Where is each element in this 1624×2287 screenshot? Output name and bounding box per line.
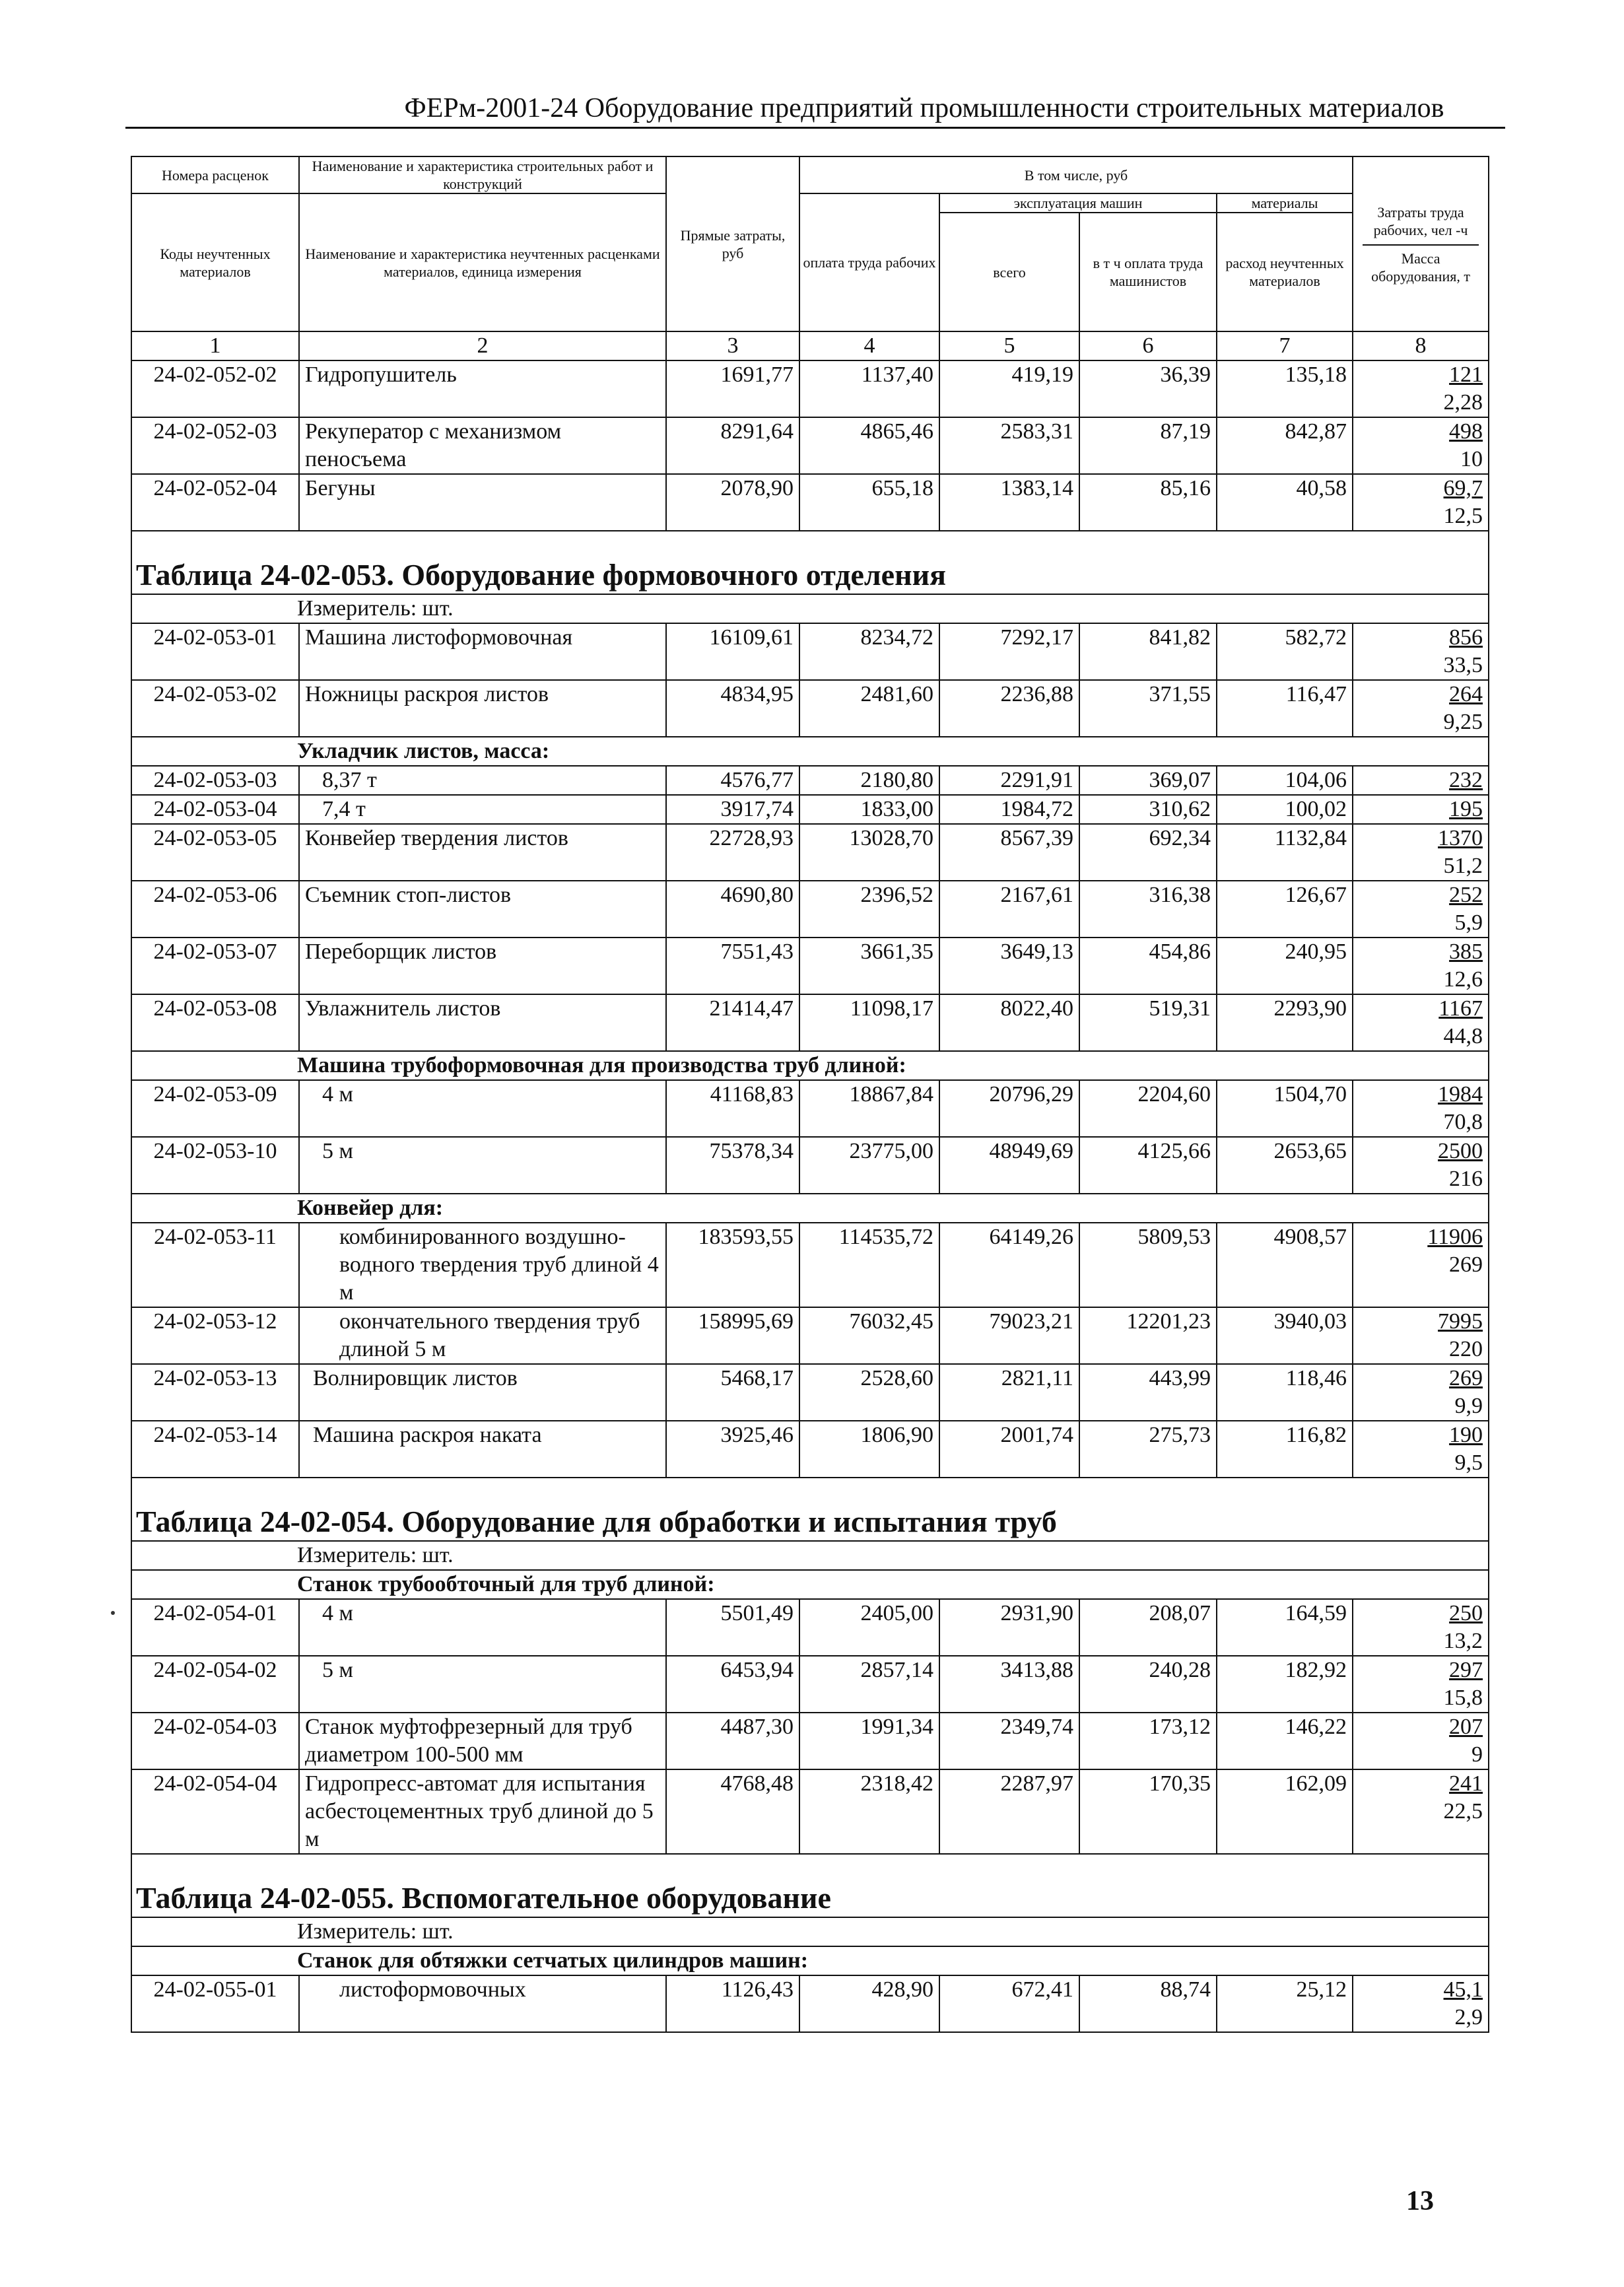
labor-hours: 232 [1449, 768, 1483, 792]
col-header-labor-bottom: Масса оборудования, т [1371, 250, 1470, 285]
equipment-mass: 70,8 [1443, 1110, 1483, 1134]
rate-code: 24-02-053-14 [131, 1421, 299, 1478]
table-title: Таблица 24-02-054. Оборудование для обработки и испытания труб [131, 1478, 1489, 1541]
materials-cost: 1504,70 [1217, 1080, 1353, 1137]
page-number: 13 [1406, 2186, 1434, 2216]
labor-mass-cell [1353, 1080, 1489, 1137]
machine-total: 2167,61 [939, 881, 1079, 938]
table-row [131, 881, 1489, 938]
table-row [131, 474, 1489, 531]
table-row [131, 1080, 1489, 1137]
machine-total: 79023,21 [939, 1307, 1079, 1364]
machine-total: 2583,31 [939, 417, 1079, 474]
table-title-row [131, 1854, 1489, 1917]
rate-name: 4 м [299, 1080, 666, 1137]
labor-pay: 1806,90 [799, 1421, 939, 1478]
machine-labor-pay: 443,99 [1079, 1364, 1217, 1421]
labor-pay: 2481,60 [799, 680, 939, 737]
rate-name: Станок муфтофрезерный для труб диаметром 100-500 мм [299, 1713, 666, 1769]
machine-labor-pay: 85,16 [1079, 474, 1217, 531]
direct-cost: 183593,55 [666, 1223, 799, 1307]
rate-name: комбинированного воздушно-водного твердения труб длиной 4 м [299, 1223, 666, 1307]
direct-cost: 4576,77 [666, 766, 799, 795]
table-row [131, 417, 1489, 474]
equipment-mass: 216 [1449, 1167, 1483, 1191]
rate-code: 24-02-053-03 [131, 766, 299, 795]
machine-labor-pay: 87,19 [1079, 417, 1217, 474]
machine-labor-pay: 4125,66 [1079, 1137, 1217, 1194]
labor-pay: 2180,80 [799, 766, 939, 795]
rate-name: Увлажнитель листов [299, 994, 666, 1051]
equipment-mass: 13,2 [1443, 1629, 1483, 1653]
col-header-labor [1353, 156, 1489, 331]
subheading-row [131, 1570, 1489, 1599]
rate-name: Конвейер твердения листов [299, 824, 666, 881]
rate-code: 24-02-053-01 [131, 623, 299, 680]
machine-labor-pay: 454,86 [1079, 938, 1217, 994]
equipment-mass: 22,5 [1443, 1799, 1483, 1824]
equipment-mass: 12,6 [1443, 967, 1483, 992]
materials-cost: 116,47 [1217, 680, 1353, 737]
table-row [131, 1599, 1489, 1656]
labor-mass-cell [1353, 474, 1489, 531]
machine-total: 3413,88 [939, 1656, 1079, 1713]
col-number: 6 [1079, 331, 1217, 360]
machine-labor-pay: 240,28 [1079, 1656, 1217, 1713]
col-number: 2 [299, 331, 666, 360]
table-row [131, 1656, 1489, 1713]
machine-labor-pay: 173,12 [1079, 1713, 1217, 1769]
labor-mass-cell [1353, 766, 1489, 795]
labor-pay: 76032,45 [799, 1307, 939, 1364]
equipment-mass: 2,28 [1443, 390, 1483, 415]
rate-code: 24-02-053-02 [131, 680, 299, 737]
subheading-row [131, 737, 1489, 766]
machine-total: 3649,13 [939, 938, 1079, 994]
rate-code: 24-02-053-09 [131, 1080, 299, 1137]
equipment-mass: 220 [1449, 1337, 1483, 1361]
col-header-name-bottom: Наименование и характеристика неучтенных расценками материалов, единица измерения [299, 193, 666, 331]
machine-total: 2349,74 [939, 1713, 1079, 1769]
labor-mass-cell [1353, 795, 1489, 824]
rate-name: Переборщик листов [299, 938, 666, 994]
machine-total: 48949,69 [939, 1137, 1079, 1194]
rate-name: 8,37 т [299, 766, 666, 795]
labor-pay: 13028,70 [799, 824, 939, 881]
labor-mass-cell [1353, 1223, 1489, 1307]
table-title: Таблица 24-02-055. Вспомогательное оборудование [131, 1854, 1489, 1917]
table-row [131, 795, 1489, 824]
labor-pay: 4865,46 [799, 417, 939, 474]
labor-hours: 121 [1449, 362, 1483, 387]
rate-name: 5 м [299, 1656, 666, 1713]
rate-code: 24-02-054-01 [131, 1599, 299, 1656]
machine-labor-pay: 275,73 [1079, 1421, 1217, 1478]
labor-mass-cell [1353, 1769, 1489, 1854]
labor-mass-cell [1353, 1656, 1489, 1713]
labor-hours: 250 [1449, 1601, 1483, 1625]
rate-code: 24-02-052-03 [131, 417, 299, 474]
equipment-mass: 9,9 [1454, 1394, 1483, 1418]
table-row [131, 938, 1489, 994]
direct-cost: 21414,47 [666, 994, 799, 1051]
labor-mass-cell [1353, 824, 1489, 881]
labor-hours: 252 [1449, 883, 1483, 907]
materials-cost: 4908,57 [1217, 1223, 1353, 1307]
materials-cost: 1132,84 [1217, 824, 1353, 881]
col-number: 5 [939, 331, 1079, 360]
rate-name: Гидропушитель [299, 360, 666, 417]
labor-hours: 856 [1449, 625, 1483, 650]
equipment-mass: 10 [1460, 447, 1483, 471]
table-row [131, 1223, 1489, 1307]
machine-total: 64149,26 [939, 1223, 1079, 1307]
direct-cost: 158995,69 [666, 1307, 799, 1364]
equipment-mass: 15,8 [1443, 1686, 1483, 1710]
col-header-materials-group: материалы [1217, 193, 1353, 213]
labor-pay: 1991,34 [799, 1713, 939, 1769]
subheading-row [131, 1946, 1489, 1975]
materials-cost: 240,95 [1217, 938, 1353, 994]
subheading: Укладчик листов, масса: [131, 737, 1489, 766]
labor-mass-cell [1353, 1599, 1489, 1656]
direct-cost: 41168,83 [666, 1080, 799, 1137]
direct-cost: 1126,43 [666, 1975, 799, 2032]
labor-mass-cell [1353, 1364, 1489, 1421]
table-title-row [131, 1478, 1489, 1541]
rate-code: 24-02-053-12 [131, 1307, 299, 1364]
machine-total: 2291,91 [939, 766, 1079, 795]
direct-cost: 4690,80 [666, 881, 799, 938]
machine-total: 1383,14 [939, 474, 1079, 531]
labor-hours: 498 [1449, 419, 1483, 444]
materials-cost: 2653,65 [1217, 1137, 1353, 1194]
machine-labor-pay: 841,82 [1079, 623, 1217, 680]
rate-name: 4 м [299, 1599, 666, 1656]
col-header-direct: Прямые затраты, руб [666, 156, 799, 331]
rate-name: 7,4 т [299, 795, 666, 824]
table-row [131, 1364, 1489, 1421]
labor-hours: 297 [1449, 1658, 1483, 1682]
materials-cost: 126,67 [1217, 881, 1353, 938]
table-row [131, 766, 1489, 795]
rate-code: 24-02-053-10 [131, 1137, 299, 1194]
col-header-incl: В том числе, руб [799, 156, 1353, 193]
table-row [131, 1307, 1489, 1364]
labor-hours: 190 [1449, 1423, 1483, 1447]
direct-cost: 3917,74 [666, 795, 799, 824]
equipment-mass: 269 [1449, 1252, 1483, 1277]
labor-hours: 11906 [1427, 1225, 1483, 1249]
machine-total: 2821,11 [939, 1364, 1079, 1421]
equipment-mass: 12,5 [1443, 504, 1483, 528]
rate-name: Волнировщик листов [299, 1364, 666, 1421]
unit-label: Измеритель: шт. [131, 594, 1489, 623]
materials-cost: 118,46 [1217, 1364, 1353, 1421]
labor-hours: 264 [1449, 682, 1483, 706]
direct-cost: 4768,48 [666, 1769, 799, 1854]
labor-mass-cell [1353, 417, 1489, 474]
materials-cost: 842,87 [1217, 417, 1353, 474]
direct-cost: 2078,90 [666, 474, 799, 531]
materials-cost: 104,06 [1217, 766, 1353, 795]
rate-code: 24-02-055-01 [131, 1975, 299, 2032]
col-number: 3 [666, 331, 799, 360]
machine-labor-pay: 519,31 [1079, 994, 1217, 1051]
machine-total: 8022,40 [939, 994, 1079, 1051]
labor-hours: 2500 [1438, 1139, 1483, 1163]
rate-name: 5 м [299, 1137, 666, 1194]
machine-total: 2001,74 [939, 1421, 1079, 1478]
rate-code: 24-02-053-05 [131, 824, 299, 881]
labor-pay: 8234,72 [799, 623, 939, 680]
rate-name: окончательного твердения труб длиной 5 м [299, 1307, 666, 1364]
col-header-machine-labor: в т ч оплата труда машинистов [1079, 213, 1217, 331]
labor-hours: 195 [1449, 797, 1483, 821]
machine-labor-pay: 369,07 [1079, 766, 1217, 795]
labor-hours: 7995 [1438, 1309, 1483, 1334]
rate-code: 24-02-053-06 [131, 881, 299, 938]
rate-name: Гидропресс-автомат для испытания асбестоцементных труб длиной до 5 м [299, 1769, 666, 1854]
machine-labor-pay: 36,39 [1079, 360, 1217, 417]
subheading: Машина трубоформовочная для производства труб длиной: [131, 1051, 1489, 1080]
machine-total: 7292,17 [939, 623, 1079, 680]
labor-mass-cell [1353, 1975, 1489, 2032]
subheading-row [131, 1051, 1489, 1080]
machine-labor-pay: 208,07 [1079, 1599, 1217, 1656]
rate-code: 24-02-053-07 [131, 938, 299, 994]
rate-code: 24-02-054-04 [131, 1769, 299, 1854]
labor-hours: 69,7 [1443, 476, 1483, 500]
machine-labor-pay: 12201,23 [1079, 1307, 1217, 1364]
equipment-mass: 9,5 [1454, 1451, 1483, 1475]
labor-pay: 2528,60 [799, 1364, 939, 1421]
col-number: 7 [1217, 331, 1353, 360]
rate-code: 24-02-053-11 [131, 1223, 299, 1307]
direct-cost: 75378,34 [666, 1137, 799, 1194]
rate-code: 24-02-053-13 [131, 1364, 299, 1421]
direct-cost: 1691,77 [666, 360, 799, 417]
labor-pay: 2857,14 [799, 1656, 939, 1713]
subheading: Станок для обтяжки сетчатых цилиндров машин: [131, 1946, 1489, 1975]
machine-total: 1984,72 [939, 795, 1079, 824]
unit-label: Измеритель: шт. [131, 1917, 1489, 1946]
machine-total: 672,41 [939, 1975, 1079, 2032]
materials-cost: 146,22 [1217, 1713, 1353, 1769]
direct-cost: 8291,64 [666, 417, 799, 474]
labor-pay: 23775,00 [799, 1137, 939, 1194]
direct-cost: 3925,46 [666, 1421, 799, 1478]
labor-pay: 3661,35 [799, 938, 939, 994]
col-header-materials-cost: расход неучтенных материалов [1217, 213, 1353, 331]
unit-row [131, 1917, 1489, 1946]
materials-cost: 164,59 [1217, 1599, 1353, 1656]
col-header-labor-pay: оплата труда рабочих [799, 193, 939, 331]
machine-total: 8567,39 [939, 824, 1079, 881]
labor-mass-cell [1353, 881, 1489, 938]
direct-cost: 4834,95 [666, 680, 799, 737]
table-row [131, 1137, 1489, 1194]
direct-cost: 4487,30 [666, 1713, 799, 1769]
equipment-mass: 2,9 [1454, 2005, 1483, 2030]
table-row [131, 994, 1489, 1051]
subheading: Конвейер для: [131, 1194, 1489, 1223]
labor-mass-cell [1353, 623, 1489, 680]
table-row [131, 1713, 1489, 1769]
direct-cost: 5501,49 [666, 1599, 799, 1656]
machine-labor-pay: 310,62 [1079, 795, 1217, 824]
rate-name: Машина раскроя наката [299, 1421, 666, 1478]
labor-mass-cell [1353, 938, 1489, 994]
labor-mass-cell [1353, 1713, 1489, 1769]
labor-pay: 428,90 [799, 1975, 939, 2032]
labor-hours: 207 [1449, 1715, 1483, 1739]
labor-pay: 1833,00 [799, 795, 939, 824]
col-header-name-top: Наименование и характеристика строительных работ и конструкций [299, 156, 666, 193]
machine-labor-pay: 692,34 [1079, 824, 1217, 881]
col-header-machine-total: всего [939, 213, 1079, 331]
unit-row [131, 1541, 1489, 1570]
materials-cost: 25,12 [1217, 1975, 1353, 2032]
col-header-machine-group: эксплуатация машин [939, 193, 1217, 213]
rate-name: Рекуператор с механизмом пеносъема [299, 417, 666, 474]
col-number: 8 [1353, 331, 1489, 360]
machine-total: 2287,97 [939, 1769, 1079, 1854]
labor-hours: 385 [1449, 939, 1483, 964]
labor-mass-cell [1353, 360, 1489, 417]
labor-mass-cell [1353, 1307, 1489, 1364]
labor-pay: 2405,00 [799, 1599, 939, 1656]
equipment-mass: 33,5 [1443, 653, 1483, 677]
rate-name: Бегуны [299, 474, 666, 531]
labor-hours: 45,1 [1443, 1977, 1483, 2002]
labor-hours: 1167 [1438, 996, 1483, 1021]
equipment-mass: 9,25 [1443, 710, 1483, 734]
table-row [131, 1769, 1489, 1854]
machine-labor-pay: 5809,53 [1079, 1223, 1217, 1307]
labor-pay: 1137,40 [799, 360, 939, 417]
materials-cost: 40,58 [1217, 474, 1353, 531]
labor-hours: 1984 [1438, 1082, 1483, 1107]
rate-code: 24-02-053-04 [131, 795, 299, 824]
machine-total: 2236,88 [939, 680, 1079, 737]
rate-code: 24-02-054-03 [131, 1713, 299, 1769]
equipment-mass: 5,9 [1454, 910, 1483, 935]
labor-mass-cell [1353, 1421, 1489, 1478]
unit-row [131, 594, 1489, 623]
rate-name: Съемник стоп-листов [299, 881, 666, 938]
labor-hours: 1370 [1438, 826, 1483, 850]
materials-cost: 2293,90 [1217, 994, 1353, 1051]
labor-pay: 11098,17 [799, 994, 939, 1051]
machine-total: 20796,29 [939, 1080, 1079, 1137]
materials-cost: 135,18 [1217, 360, 1353, 417]
table-title-row [131, 531, 1489, 594]
direct-cost: 16109,61 [666, 623, 799, 680]
table-row [131, 824, 1489, 881]
direct-cost: 6453,94 [666, 1656, 799, 1713]
table-row [131, 680, 1489, 737]
equipment-mass: 44,8 [1443, 1024, 1483, 1048]
machine-labor-pay: 371,55 [1079, 680, 1217, 737]
labor-pay: 114535,72 [799, 1223, 939, 1307]
subheading: Станок трубообточный для труб длиной: [131, 1570, 1489, 1599]
equipment-mass: 9 [1472, 1742, 1483, 1767]
unit-label: Измеритель: шт. [131, 1541, 1489, 1570]
scan-dot [111, 1611, 115, 1615]
materials-cost: 100,02 [1217, 795, 1353, 824]
labor-mass-cell [1353, 1137, 1489, 1194]
col-number: 1 [131, 331, 299, 360]
materials-cost: 162,09 [1217, 1769, 1353, 1854]
rate-name: Машина листоформовочная [299, 623, 666, 680]
rate-code: 24-02-053-08 [131, 994, 299, 1051]
table-title: Таблица 24-02-053. Оборудование формовочного отделения [131, 531, 1489, 594]
direct-cost: 7551,43 [666, 938, 799, 994]
rate-code: 24-02-052-04 [131, 474, 299, 531]
labor-pay: 2396,52 [799, 881, 939, 938]
col-header-codes-top: Номера расценок [131, 156, 299, 193]
col-number: 4 [799, 331, 939, 360]
direct-cost: 5468,17 [666, 1364, 799, 1421]
equipment-mass: 51,2 [1443, 854, 1483, 878]
labor-mass-cell [1353, 994, 1489, 1051]
table-row [131, 1421, 1489, 1478]
materials-cost: 582,72 [1217, 623, 1353, 680]
labor-pay: 2318,42 [799, 1769, 939, 1854]
table-row [131, 1975, 1489, 2032]
machine-labor-pay: 170,35 [1079, 1769, 1217, 1854]
page-header-title: ФЕРм-2001-24 Оборудование предприятий промышленности строительных материалов [404, 93, 1444, 123]
rate-code: 24-02-052-02 [131, 360, 299, 417]
subheading-row [131, 1194, 1489, 1223]
labor-pay: 18867,84 [799, 1080, 939, 1137]
labor-hours: 269 [1449, 1366, 1483, 1390]
header-rule [125, 127, 1505, 129]
table-row [131, 623, 1489, 680]
machine-labor-pay: 88,74 [1079, 1975, 1217, 2032]
col-header-labor-top: Затраты труда рабочих, чел -ч [1373, 203, 1468, 238]
rates-table [131, 156, 1489, 2033]
rate-name: листоформовочных [299, 1975, 666, 2032]
table-row [131, 360, 1489, 417]
machine-labor-pay: 2204,60 [1079, 1080, 1217, 1137]
labor-pay: 655,18 [799, 474, 939, 531]
machine-total: 2931,90 [939, 1599, 1079, 1656]
materials-cost: 182,92 [1217, 1656, 1353, 1713]
labor-mass-cell [1353, 680, 1489, 737]
materials-cost: 3940,03 [1217, 1307, 1353, 1364]
materials-cost: 116,82 [1217, 1421, 1353, 1478]
machine-labor-pay: 316,38 [1079, 881, 1217, 938]
rate-name: Ножницы раскроя листов [299, 680, 666, 737]
machine-total: 419,19 [939, 360, 1079, 417]
col-header-codes-bottom: Коды неучтенных материалов [131, 193, 299, 331]
labor-hours: 241 [1449, 1771, 1483, 1796]
rate-code: 24-02-054-02 [131, 1656, 299, 1713]
direct-cost: 22728,93 [666, 824, 799, 881]
